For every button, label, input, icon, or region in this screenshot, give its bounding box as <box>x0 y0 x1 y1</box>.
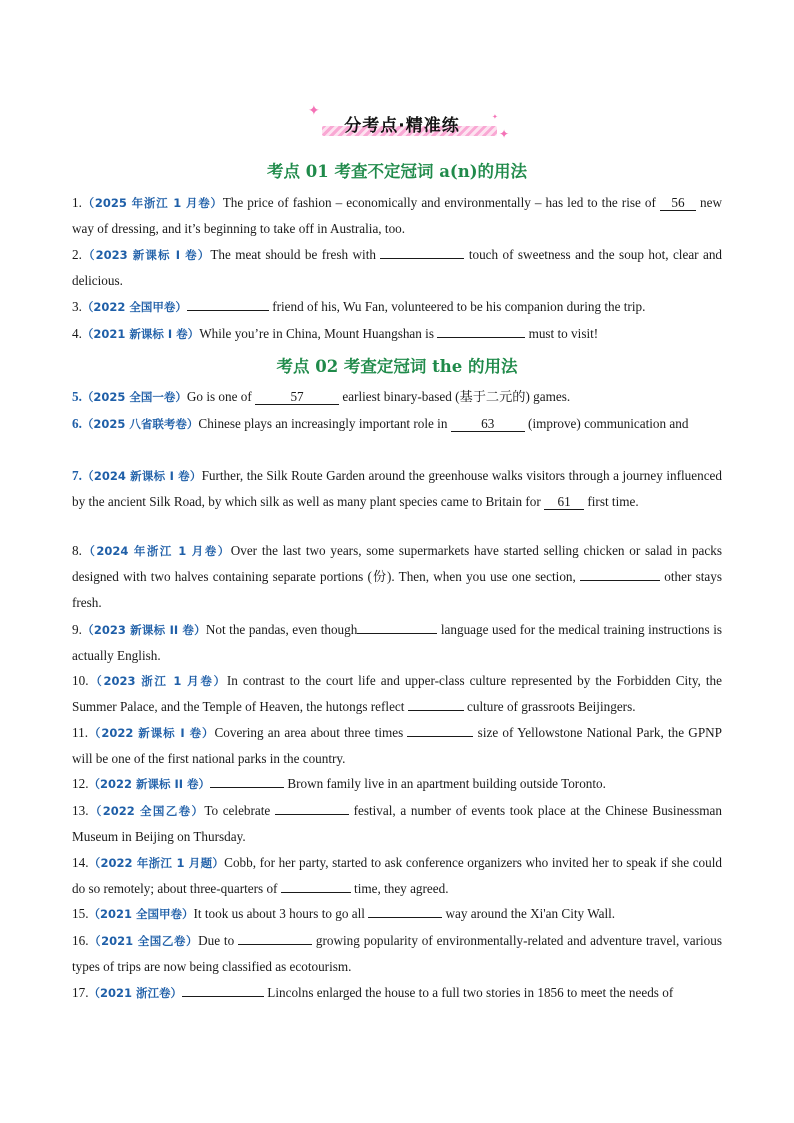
answer-blank[interactable] <box>210 772 284 788</box>
section-title-01: 考点 01 考查不定冠词 a(n)的用法 <box>267 162 527 181</box>
question-source: （2022 全国乙卷） <box>88 804 205 818</box>
question-text: Covering an area about three times <box>214 725 408 740</box>
question-text: growing popularity of environmentally-related and adventure travel, various types of trips are now being classified as ecotourism. <box>72 933 722 974</box>
answer-blank[interactable] <box>407 721 473 737</box>
sparkle-icon: ✦ <box>492 113 498 121</box>
question-source: （2021 全国甲卷） <box>88 907 194 921</box>
question-number: 1. <box>72 195 82 210</box>
question-text: To celebrate <box>204 803 275 818</box>
question-item <box>72 980 722 1006</box>
question-source: （2022 全国甲卷） <box>81 300 187 314</box>
question-text: friend of his, Wu Fan, volunteered to be his companion during the trip. <box>268 299 646 314</box>
question-text: (improve) communication and <box>524 416 689 431</box>
question-text: way around the Xi'an City Wall. <box>442 906 616 921</box>
question-item <box>72 463 722 515</box>
question-text: Due to <box>198 933 239 948</box>
answer-blank[interactable]: 56 <box>660 195 696 211</box>
question-text: first time. <box>584 494 639 509</box>
question-item <box>72 771 722 797</box>
question-number: 6. <box>72 416 82 431</box>
answer-blank[interactable]: 63 <box>451 416 525 432</box>
question-number: 5. <box>72 389 82 404</box>
question-number: 9. <box>72 622 82 637</box>
question-source: （2022 新课标 II 卷） <box>88 777 211 791</box>
question-text: Chinese plays an increasingly important role in <box>198 416 451 431</box>
answer-blank[interactable] <box>368 902 442 918</box>
question-item <box>72 668 722 720</box>
question-item <box>72 617 722 669</box>
question-number: 2. <box>72 247 82 262</box>
question-item <box>72 411 722 437</box>
answer-blank[interactable] <box>182 981 264 997</box>
question-text: Brown family live in an apartment building outside Toronto. <box>284 776 606 791</box>
question-source: （2024 新课标 I 卷） <box>81 469 202 483</box>
question-item <box>72 538 722 616</box>
question-text: must to visit! <box>525 326 599 341</box>
section-title-02: 考点 02 考查定冠词 the 的用法 <box>276 357 518 376</box>
question-text: language used for the medical training instructions is actually English. <box>72 622 722 663</box>
answer-blank[interactable] <box>408 695 464 711</box>
question-source: （2023 新课标 II 卷） <box>81 623 206 637</box>
question-number: 16. <box>72 933 89 948</box>
question-item <box>72 190 722 242</box>
question-number: 15. <box>72 906 89 921</box>
question-text: new way of dressing, and it’s beginning to take off in Australia, too. <box>72 195 722 236</box>
question-text: Not the pandas, even though <box>205 622 358 637</box>
question-text: While you’re in China, Mount Huangshan is <box>199 326 438 341</box>
answer-blank[interactable]: 57 <box>255 389 339 405</box>
answer-blank[interactable] <box>380 243 464 259</box>
question-source: （2024 年浙江 1 月卷） <box>81 544 231 558</box>
banner-title: 分考点·精准练 <box>344 116 460 136</box>
question-number: 10. <box>72 673 89 688</box>
question-source: （2021 浙江卷） <box>88 986 182 1000</box>
question-number: 4. <box>72 326 82 341</box>
answer-blank[interactable] <box>437 322 525 338</box>
answer-blank[interactable] <box>281 877 351 893</box>
sparkle-icon: ✦ <box>499 127 510 141</box>
answer-blank[interactable] <box>238 929 312 945</box>
question-item <box>72 720 722 772</box>
question-source: （2025 年浙江 1 月卷） <box>81 196 223 210</box>
question-text: Go is one of <box>186 389 256 404</box>
question-item <box>72 242 722 294</box>
question-number: 8. <box>72 543 82 558</box>
question-source: （2022 新课标 I 卷） <box>88 726 215 740</box>
question-item <box>72 294 722 320</box>
question-item <box>72 384 722 410</box>
question-text: It took us about 3 hours to go all <box>193 906 369 921</box>
question-source: （2022 年浙江 1 月题） <box>88 856 225 870</box>
question-number: 7. <box>72 468 82 483</box>
sparkle-icon: ✦ <box>308 103 320 119</box>
question-source: （2021 全国乙卷） <box>88 934 199 948</box>
section-banner <box>308 103 512 144</box>
question-item <box>72 901 722 927</box>
question-text: other stays fresh. <box>72 569 722 610</box>
question-text: culture of grassroots Beijingers. <box>463 699 636 714</box>
answer-blank[interactable] <box>357 618 437 634</box>
answer-blank[interactable] <box>580 565 660 581</box>
answer-blank[interactable]: 61 <box>544 494 584 510</box>
answer-blank[interactable] <box>275 799 349 815</box>
question-text: time, they agreed. <box>350 881 449 896</box>
question-source: （2023 浙江 1 月卷） <box>88 674 227 688</box>
question-item <box>72 321 722 347</box>
question-source: （2025 全国一卷） <box>81 390 187 404</box>
question-text: earliest binary-based (基于二元的) games. <box>339 389 571 404</box>
question-text: Further, the Silk Route Garden around the greenhouse walks visitors through a journey influenced by the ancient Silk Road, by which silk as well as many plant species came to Britain for <box>72 468 723 509</box>
question-text: Cobb, for her party, started to ask conference organizers who invited her to speak if she could do so remotely; about three-quarters of <box>72 855 722 896</box>
question-text: Lincolns enlarged the house to a full two stories in 1856 to meet the needs of <box>264 985 674 1000</box>
question-source: （2023 新课标 I 卷） <box>81 248 211 262</box>
question-number: 3. <box>72 299 82 314</box>
question-source: （2025 八省联考卷） <box>81 417 199 431</box>
question-number: 14. <box>72 855 89 870</box>
question-number: 17. <box>72 985 89 1000</box>
question-item <box>72 928 722 980</box>
question-item <box>72 850 722 902</box>
question-text: The price of fashion – economically and environmentally – has led to the rise of <box>222 195 660 210</box>
question-text: In contrast to the court life and upper-class culture represented by the Forbidden City, the Summer Palace, and the Temple of Heaven, the hutongs reflect <box>72 673 722 714</box>
question-text: Over the last two years, some supermarkets have started selling chicken or salad in packs designed with two halves containing separate portions (份). Then, when you use one section, <box>72 543 722 584</box>
question-number: 12. <box>72 776 89 791</box>
question-source: （2021 新课标 I 卷） <box>81 327 200 341</box>
question-text: touch of sweetness and the soup hot, clear and delicious. <box>72 247 723 288</box>
question-item <box>72 798 722 850</box>
question-text: The meat should be fresh with <box>210 247 381 262</box>
question-text: festival, a number of events took place at the Chinese Businessman Museum in Beijing on Thursday. <box>72 803 722 844</box>
question-text: size of Yellowstone National Park, the GPNP will be one of the first national parks in the country. <box>72 725 723 766</box>
question-number: 11. <box>72 725 88 740</box>
answer-blank[interactable] <box>187 295 269 311</box>
question-number: 13. <box>72 803 89 818</box>
